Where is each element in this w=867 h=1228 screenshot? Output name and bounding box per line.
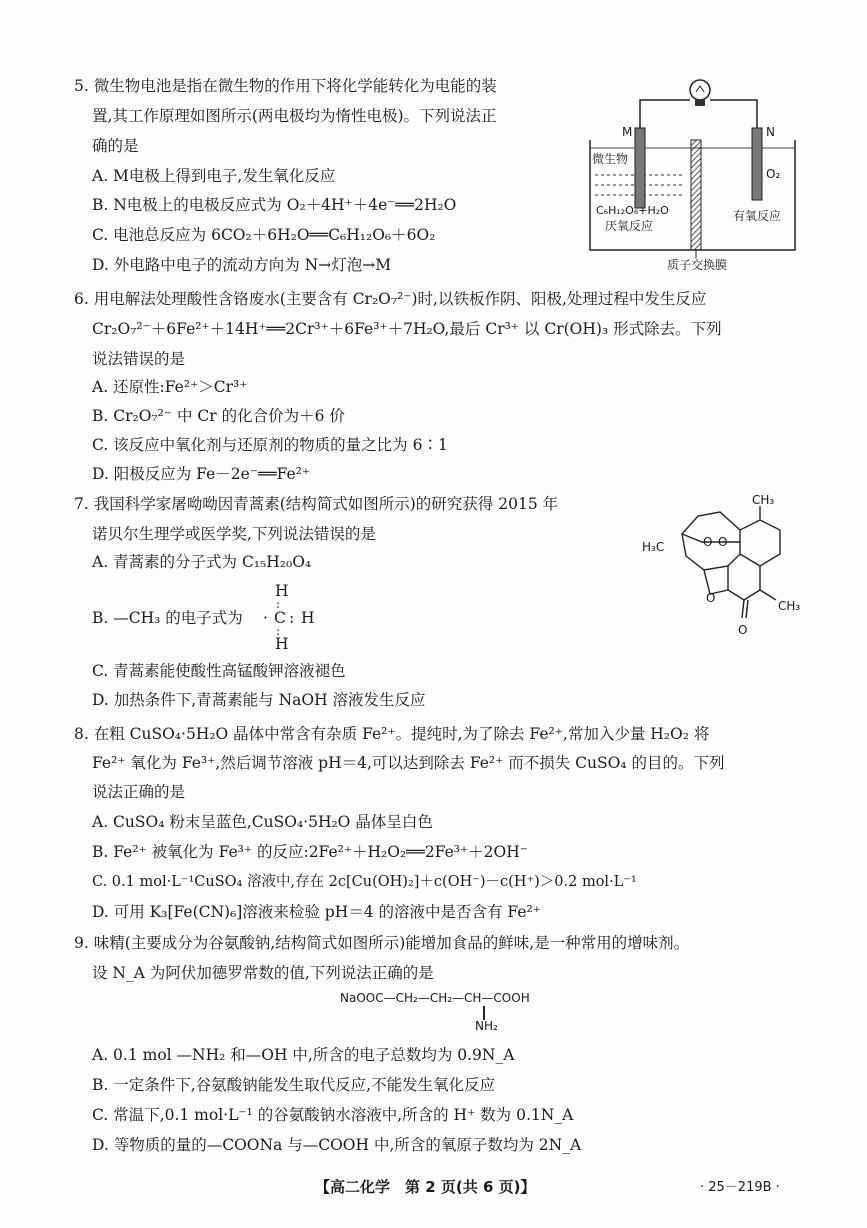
q7-option-d: D. 加热条件下,青蒿素能与 NaOH 溶液发生反应 bbox=[92, 691, 426, 709]
electrode-n bbox=[752, 128, 762, 200]
peroxide-o1: O bbox=[703, 535, 713, 549]
glutamate-nh2: NH₂ bbox=[475, 1019, 498, 1033]
q6-stem-line2: Cr₂O₇²⁻＋6Fe²⁺＋14H⁺══2Cr³⁺＋6Fe³⁺＋7H₂O,最后 Cr³⁺ 以 Cr(OH)₃ 形式除去。下列 bbox=[92, 320, 722, 338]
q7-option-c: C. 青蒿素能使酸性高锰酸钾溶液褪色 bbox=[92, 662, 346, 680]
electrode-m bbox=[635, 128, 645, 208]
q8-stem-line2: Fe²⁺ 氧化为 Fe³⁺,然后调节溶液 pH＝4,可以达到除去 Fe²⁺ 而不损失 CuSO₄ 的目的。下列 bbox=[92, 754, 725, 772]
q6-option-a: A. 还原性:Fe²⁺＞Cr³⁺ bbox=[92, 378, 248, 396]
q7-stem-line2: 诺贝尔生理学或医学奖,下列说法错误的是 bbox=[92, 525, 376, 543]
artemisinin-structure bbox=[640, 490, 815, 640]
q9-stem-line1: 9. 味精(主要成分为谷氨酸钠,结构简式如图所示)能增加食品的鲜味,是一种常用的增味剂。 bbox=[74, 934, 690, 952]
label-anaerobic: 厌氧反应 bbox=[605, 219, 654, 233]
label-m: M bbox=[622, 125, 633, 139]
q8-option-a: A. CuSO₄ 粉末呈蓝色,CuSO₄·5H₂O 晶体呈白色 bbox=[92, 813, 433, 831]
bulb-icon bbox=[690, 80, 710, 100]
dot-h-top: H bbox=[275, 582, 289, 600]
q6-stem-line3: 说法错误的是 bbox=[92, 350, 186, 368]
q7-option-a: A. 青蒿素的分子式为 C₁₅H₂₀O₄ bbox=[92, 553, 312, 571]
glutamate-structure: NaOOC—CH₂—CH₂—CH—COOH bbox=[340, 991, 530, 1005]
ring-o: O bbox=[706, 591, 716, 605]
label-glucose: C₆H₁₂O₆+H₂O bbox=[596, 204, 669, 217]
q6-option-b: B. Cr₂O₇²⁻ 中 Cr 的化合价为＋6 价 bbox=[92, 407, 345, 425]
q6-option-d: D. 阳极反应为 Fe－2e⁻══Fe²⁺ bbox=[92, 465, 311, 483]
q5-option-b: B. N电极上的电极反应式为 O₂＋4H⁺＋4e⁻══2H₂O bbox=[92, 196, 457, 214]
q5-option-a: A. M电极上得到电子,发生氧化反应 bbox=[92, 167, 336, 185]
q5-stem-line3: 确的是 bbox=[92, 137, 139, 155]
label-aerobic: 有氧反应 bbox=[733, 209, 782, 223]
q9-option-a: A. 0.1 mol —NH₂ 和—OH 中,所含的电子总数均为 0.9N_A bbox=[92, 1046, 515, 1064]
q5-stem-line2: 置,其工作原理如图所示(两电极均为惰性电极)。下列说法正 bbox=[92, 107, 497, 125]
ch3-top: CH₃ bbox=[752, 493, 775, 507]
q8-option-d: D. 可用 K₃[Fe(CN)₆]溶液来检验 pH＝4 的溶液中是否含有 Fe²⁺ bbox=[92, 903, 541, 921]
page-footer: 【高二化学 第 2 页(共 6 页)】 bbox=[315, 1178, 536, 1196]
q8-option-b: B. Fe²⁺ 被氧化为 Fe³⁺ 的反应:2Fe²⁺＋H₂O₂══2Fe³⁺＋2OH⁻ bbox=[92, 843, 528, 861]
nh2-bond bbox=[483, 1006, 485, 1020]
dot-left: · bbox=[263, 609, 268, 627]
label-microbe: 微生物 bbox=[592, 152, 629, 166]
dot-h-right: H bbox=[301, 609, 315, 627]
carbonyl-o: O bbox=[738, 623, 748, 637]
q8-option-c: C. 0.1 mol·L⁻¹CuSO₄ 溶液中,存在 2c[Cu(OH)₂]＋c(OH⁻)－c(H⁺)＞0.2 mol·L⁻¹ bbox=[92, 874, 637, 890]
exam-code: · 25－219B · bbox=[700, 1180, 780, 1195]
dot-c: C bbox=[274, 609, 286, 627]
label-membrane: 质子交换膜 bbox=[667, 258, 728, 272]
q5-option-c: C. 电池总反应为 6CO₂＋6H₂O══C₆H₁₂O₆＋6O₂ bbox=[92, 226, 436, 244]
q9-stem-line2: 设 N_A 为阿伏加德罗常数的值,下列说法正确的是 bbox=[92, 964, 434, 982]
label-n: N bbox=[766, 125, 775, 139]
dot-colon-bottom: : bbox=[276, 624, 281, 638]
q7-stem-line1: 7. 我国科学家屠呦呦因青蒿素(结构简式如图所示)的研究获得 2015 年 bbox=[74, 495, 559, 513]
q9-option-b: B. 一定条件下,谷氨酸钠能发生取代反应,不能发生氧化反应 bbox=[92, 1076, 496, 1094]
q6-option-c: C. 该反应中氧化剂与还原剂的物质的量之比为 6∶1 bbox=[92, 436, 448, 454]
dot-colon-right: : bbox=[289, 609, 295, 627]
q9-option-d: D. 等物质的量的—COONa 与—COOH 中,所含的氧原子数均为 2N_A bbox=[92, 1136, 582, 1154]
peroxide-o2: O bbox=[718, 535, 728, 549]
q8-stem-line1: 8. 在粗 CuSO₄·5H₂O 晶体中常含有杂质 Fe²⁺。提纯时,为了除去 Fe²⁺,常加入少量 H₂O₂ 将 bbox=[74, 725, 710, 743]
q5-stem-line1: 5. 微生物电池是指在微生物的作用下将化学能转化为电能的装 bbox=[74, 77, 497, 95]
q9-option-c: C. 常温下,0.1 mol·L⁻¹ 的谷氨酸钠水溶液中,所含的 H⁺ 数为 0.1N_A bbox=[92, 1106, 574, 1124]
label-o2: O₂ bbox=[766, 167, 781, 181]
q5-option-d: D. 外电路中电子的流动方向为 N→灯泡→M bbox=[92, 256, 392, 274]
dot-h-bottom: H bbox=[275, 635, 289, 653]
ch3-right: CH₃ bbox=[778, 599, 801, 613]
dot-colon-top: : bbox=[276, 597, 281, 611]
h3c-left: H₃C bbox=[642, 540, 665, 554]
q6-stem-line1: 6. 用电解法处理酸性含铬废水(主要含有 Cr₂O₇²⁻)时,以铁板作阴、阳极,处理过程中发生反应 bbox=[74, 290, 707, 308]
q8-stem-line3: 说法正确的是 bbox=[92, 783, 186, 801]
q7-option-b: B. —CH₃ 的电子式为 bbox=[92, 609, 243, 627]
